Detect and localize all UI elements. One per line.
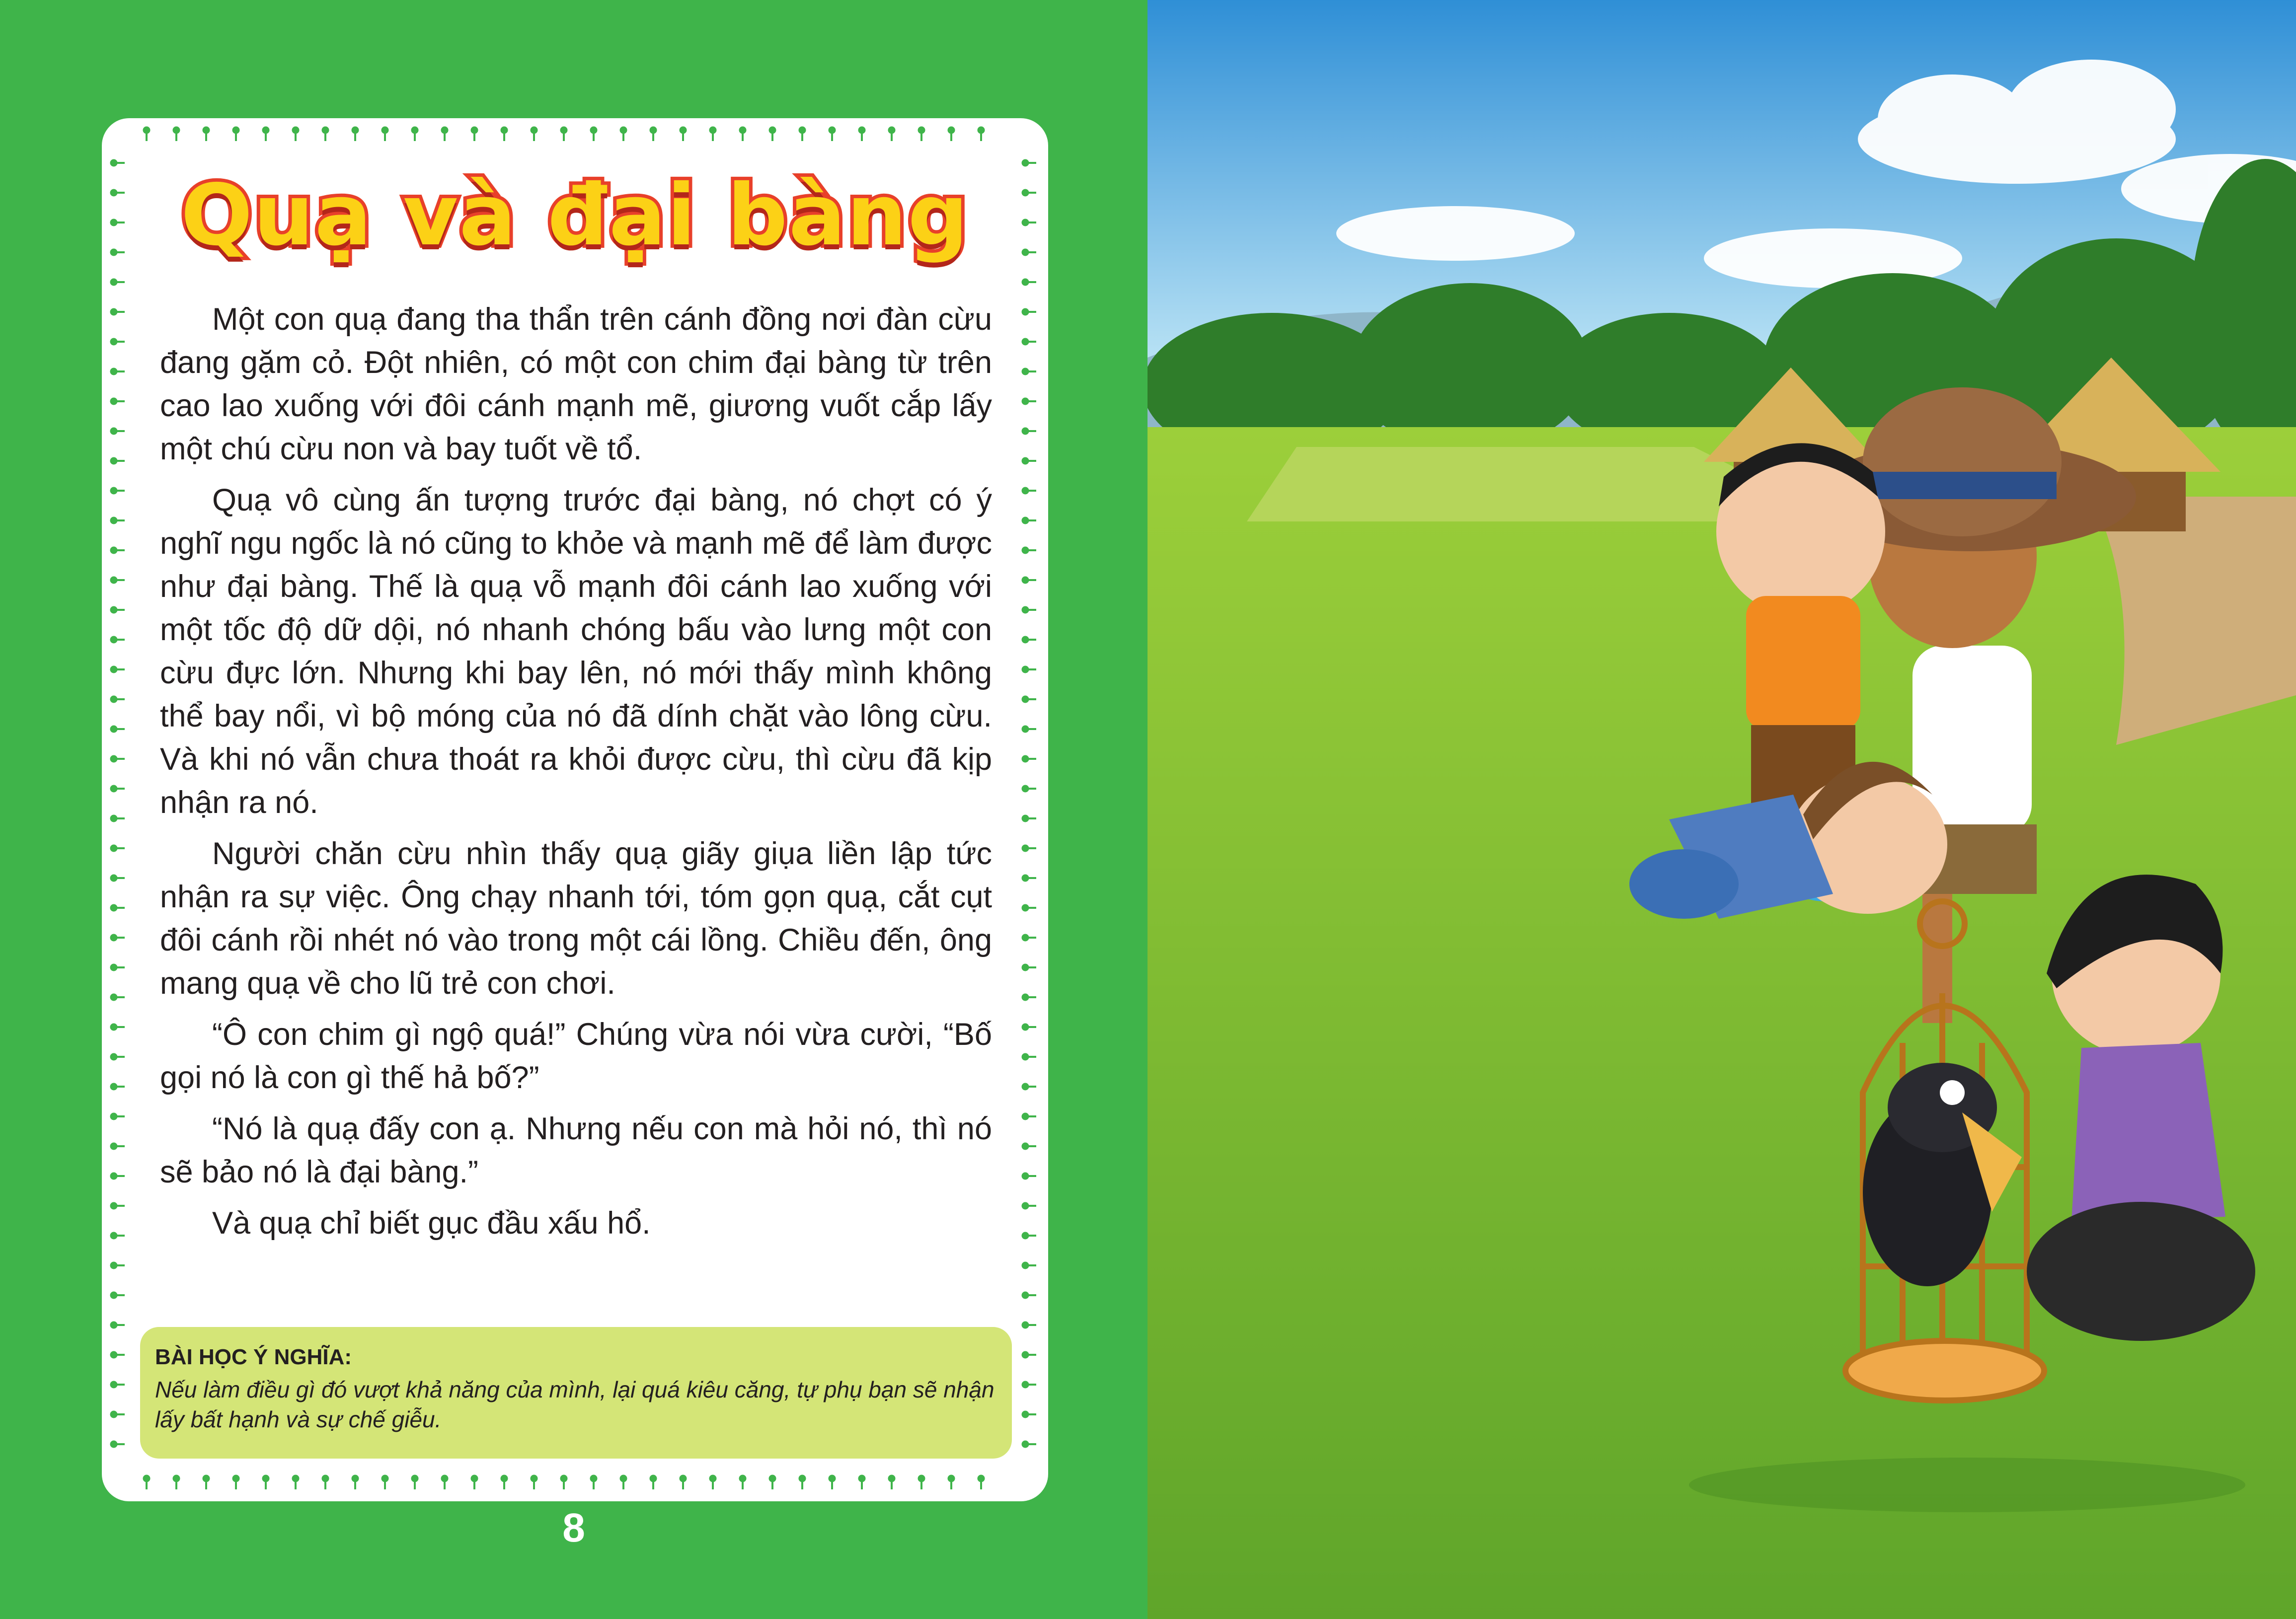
story-paragraph: Quạ vô cùng ấn tượng trước đại bàng, nó chợt có ý nghĩ ngu ngốc là nó cũng to khỏe và mạnh mẽ để làm được như đại bàng. Thế là quạ vỗ mạnh đôi cánh lao xuống với một tốc độ dữ dội, nó nhanh chóng bấu vào lưng một con cừu đực lớn. Nhưng khi bay lên, nó mới thấy mình không thể bay nổi, vì bộ móng của nó đã dính chặt vào lông cừu. Và khi nó vẫn chưa thoát ra khỏi được cừu, thì cừu đã kịp nhận ra nó.	[160, 483, 992, 820]
ground-shadow	[1689, 1458, 2245, 1512]
story-title: Quạ và đại bàng	[180, 166, 970, 265]
story-paragraph: “Nó là quạ đấy con ạ. Nhưng nếu con mà hỏi nó, thì nó sẽ bảo nó là đại bàng.”	[160, 1111, 992, 1189]
story-paragraph: Và quạ chỉ biết gục đầu xấu hổ.	[212, 1206, 651, 1241]
story-paragraph: “Ô con chim gì ngộ quá!” Chúng vừa nói vừa cười, “Bố gọi nó là con gì thế hả bố?”	[160, 1017, 992, 1095]
lesson-heading: BÀI HỌC Ý NGHĨA:	[155, 1345, 352, 1369]
story-body	[160, 298, 992, 1245]
story-paragraph: Một con quạ đang tha thẩn trên cánh đồng nơi đàn cừu đang gặm cỏ. Đột nhiên, có một con chim đại bàng từ trên cao lao xuống với đôi cánh mạnh mẽ, giương vuốt cắp lấy một chú cừu non và bay tuốt về tổ.	[160, 302, 992, 466]
story-paragraph: Người chăn cừu nhìn thấy quạ giãy giụa liền lập tức nhận ra sự việc. Ông chạy nhanh tới, tóm gọn quạ, cắt cụt đôi cánh rồi nhét nó vào trong một cái lồng. Chiều đến, ông mang quạ về cho lũ trẻ con chơi.	[160, 836, 992, 1001]
illustration-scene	[1148, 0, 2296, 1619]
lesson-text: Nếu làm điều gì đó vượt khả năng của mình, lại quá kiêu căng, tự phụ bạn sẽ nhận lấy bất hạnh và sự chế giễu.	[155, 1377, 995, 1432]
page-number-left: 8	[562, 1505, 585, 1550]
lesson-box	[140, 1327, 1012, 1459]
illustration	[1148, 0, 2296, 1619]
